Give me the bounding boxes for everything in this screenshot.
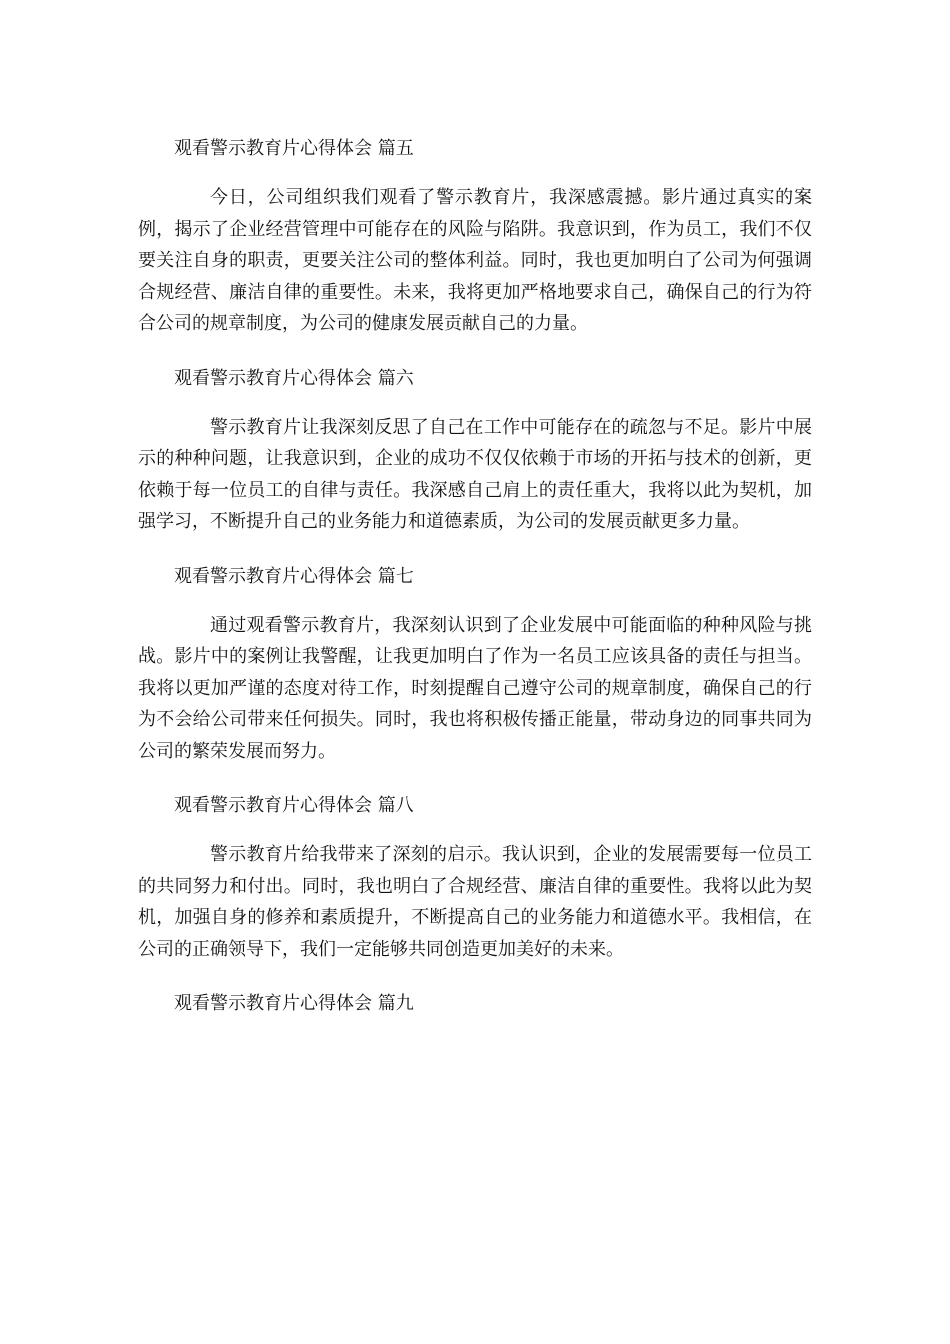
section-paragraph: 今日，公司组织我们观看了警示教育片，我深感震撼。影片通过真实的案例，揭示了企业经营管理中可能存在的风险与陷阱。我意识到，作为员工，我们不仅要关注自身的职责，更要关注公司的整体利益。同时，我也更加明白了公司为何强调合规经营、廉洁自律的重要性。未来，我将更加严格地要求自己，确保自己的行为符合公司的规章制度，为公司的健康发展贡献自己的力量。 — [138, 187, 812, 334]
section-paragraph: 警示教育片让我深刻反思了自己在工作中可能存在的疏忽与不足。影片中展示的种种问题，让我意识到，企业的成功不仅仅依赖于市场的开拓与技术的创新，更依赖于每一位员工的自律与责任。我深感自己肩上的责任重大，我将以此为契机，加强学习，不断提升自己的业务能力和道德素质，为公司的发展贡献更多力量。 — [138, 416, 812, 532]
section-title: 观看警示教育片心得体会 篇九 — [174, 993, 414, 1014]
section-title: 观看警示教育片心得体会 篇六 — [174, 367, 414, 389]
section-title: 观看警示教育片心得体会 篇五 — [174, 138, 414, 159]
section-title: 观看警示教育片心得体会 篇七 — [174, 565, 414, 587]
section-title: 观看警示教育片心得体会 篇八 — [174, 795, 414, 816]
section-paragraph: 警示教育片给我带来了深刻的启示。我认识到，企业的发展需要每一位员工的共同努力和付出。同时，我也明白了合规经营、廉洁自律的重要性。我将以此为契机，加强自身的修养和素质提升，不断提高自己的业务能力和道德水平。我相信，在公司的正确领导下，我们一定能够共同创造更加美好的未来。 — [138, 844, 812, 960]
document-content — [138, 134, 812, 1019]
section-paragraph: 通过观看警示教育片，我深刻认识到了企业发展中可能面临的种种风险与挑战。影片中的案例让我警醒，让我更加明白了作为一名员工应该具备的责任与担当。我将以更加严谨的态度对待工作，时刻提醒自己遵守公司的规章制度，确保自己的行为不会给公司带来任何损失。同时，我也将积极传播正能量，带动身边的同事共同为公司的繁荣发展而努力。 — [138, 614, 812, 762]
